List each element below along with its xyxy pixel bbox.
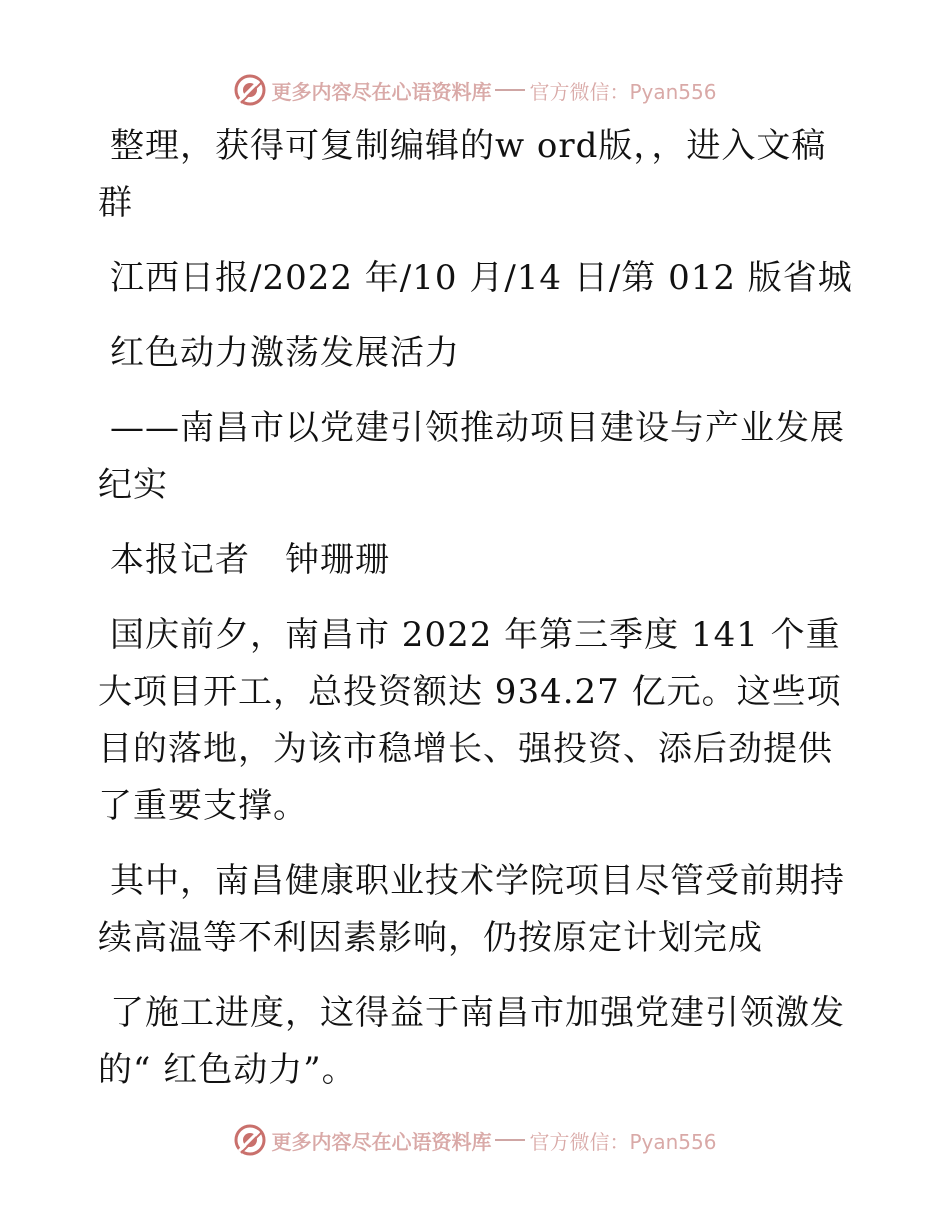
paragraph: 其中，南昌健康职业技术学院项目尽管受前期持续高温等不利因素影响，仍按原定计划完成 (98, 861, 845, 958)
footer-watermark (0, 1120, 950, 1160)
article-title: 红色动力激荡发展活力 (110, 333, 460, 373)
header-watermark (0, 70, 950, 110)
watermark-sub-text: 官方微信：Pyan556 (529, 79, 717, 104)
logo-icon (233, 73, 267, 107)
author-line: 本报记者 钟珊珊 (110, 540, 390, 580)
paragraph: 整理，获得可复制编辑的w ord版，，进入文稿群 (98, 126, 827, 223)
paragraph: 了施工进度，这得益于南昌市加强党建引领激发的“ 红色动力”。 (98, 993, 845, 1090)
watermark-sub-text: 官方微信：Pyan556 (529, 1129, 717, 1154)
watermark-main-text: 更多内容尽在心语资料库 (271, 79, 492, 104)
document-body (98, 118, 858, 1117)
watermark-main-text: 更多内容尽在心语资料库 (271, 1129, 492, 1154)
paragraph: 江西日报/2022 年/10 月/14 日/第 012 版省城 (110, 258, 853, 298)
watermark-dash (495, 1139, 525, 1141)
logo-icon (233, 1123, 267, 1157)
article-subtitle: ——南昌市以党建引领推动项目建设与产业发展纪实 (98, 408, 845, 505)
watermark-dash (495, 89, 525, 91)
paragraph: 国庆前夕，南昌市 2022 年第三季度 141 个重大项目开工，总投资额达 934.27 亿元。这些项目的落地，为该市稳增长、强投资、添后劲提供了重要支撑。 (98, 615, 842, 826)
